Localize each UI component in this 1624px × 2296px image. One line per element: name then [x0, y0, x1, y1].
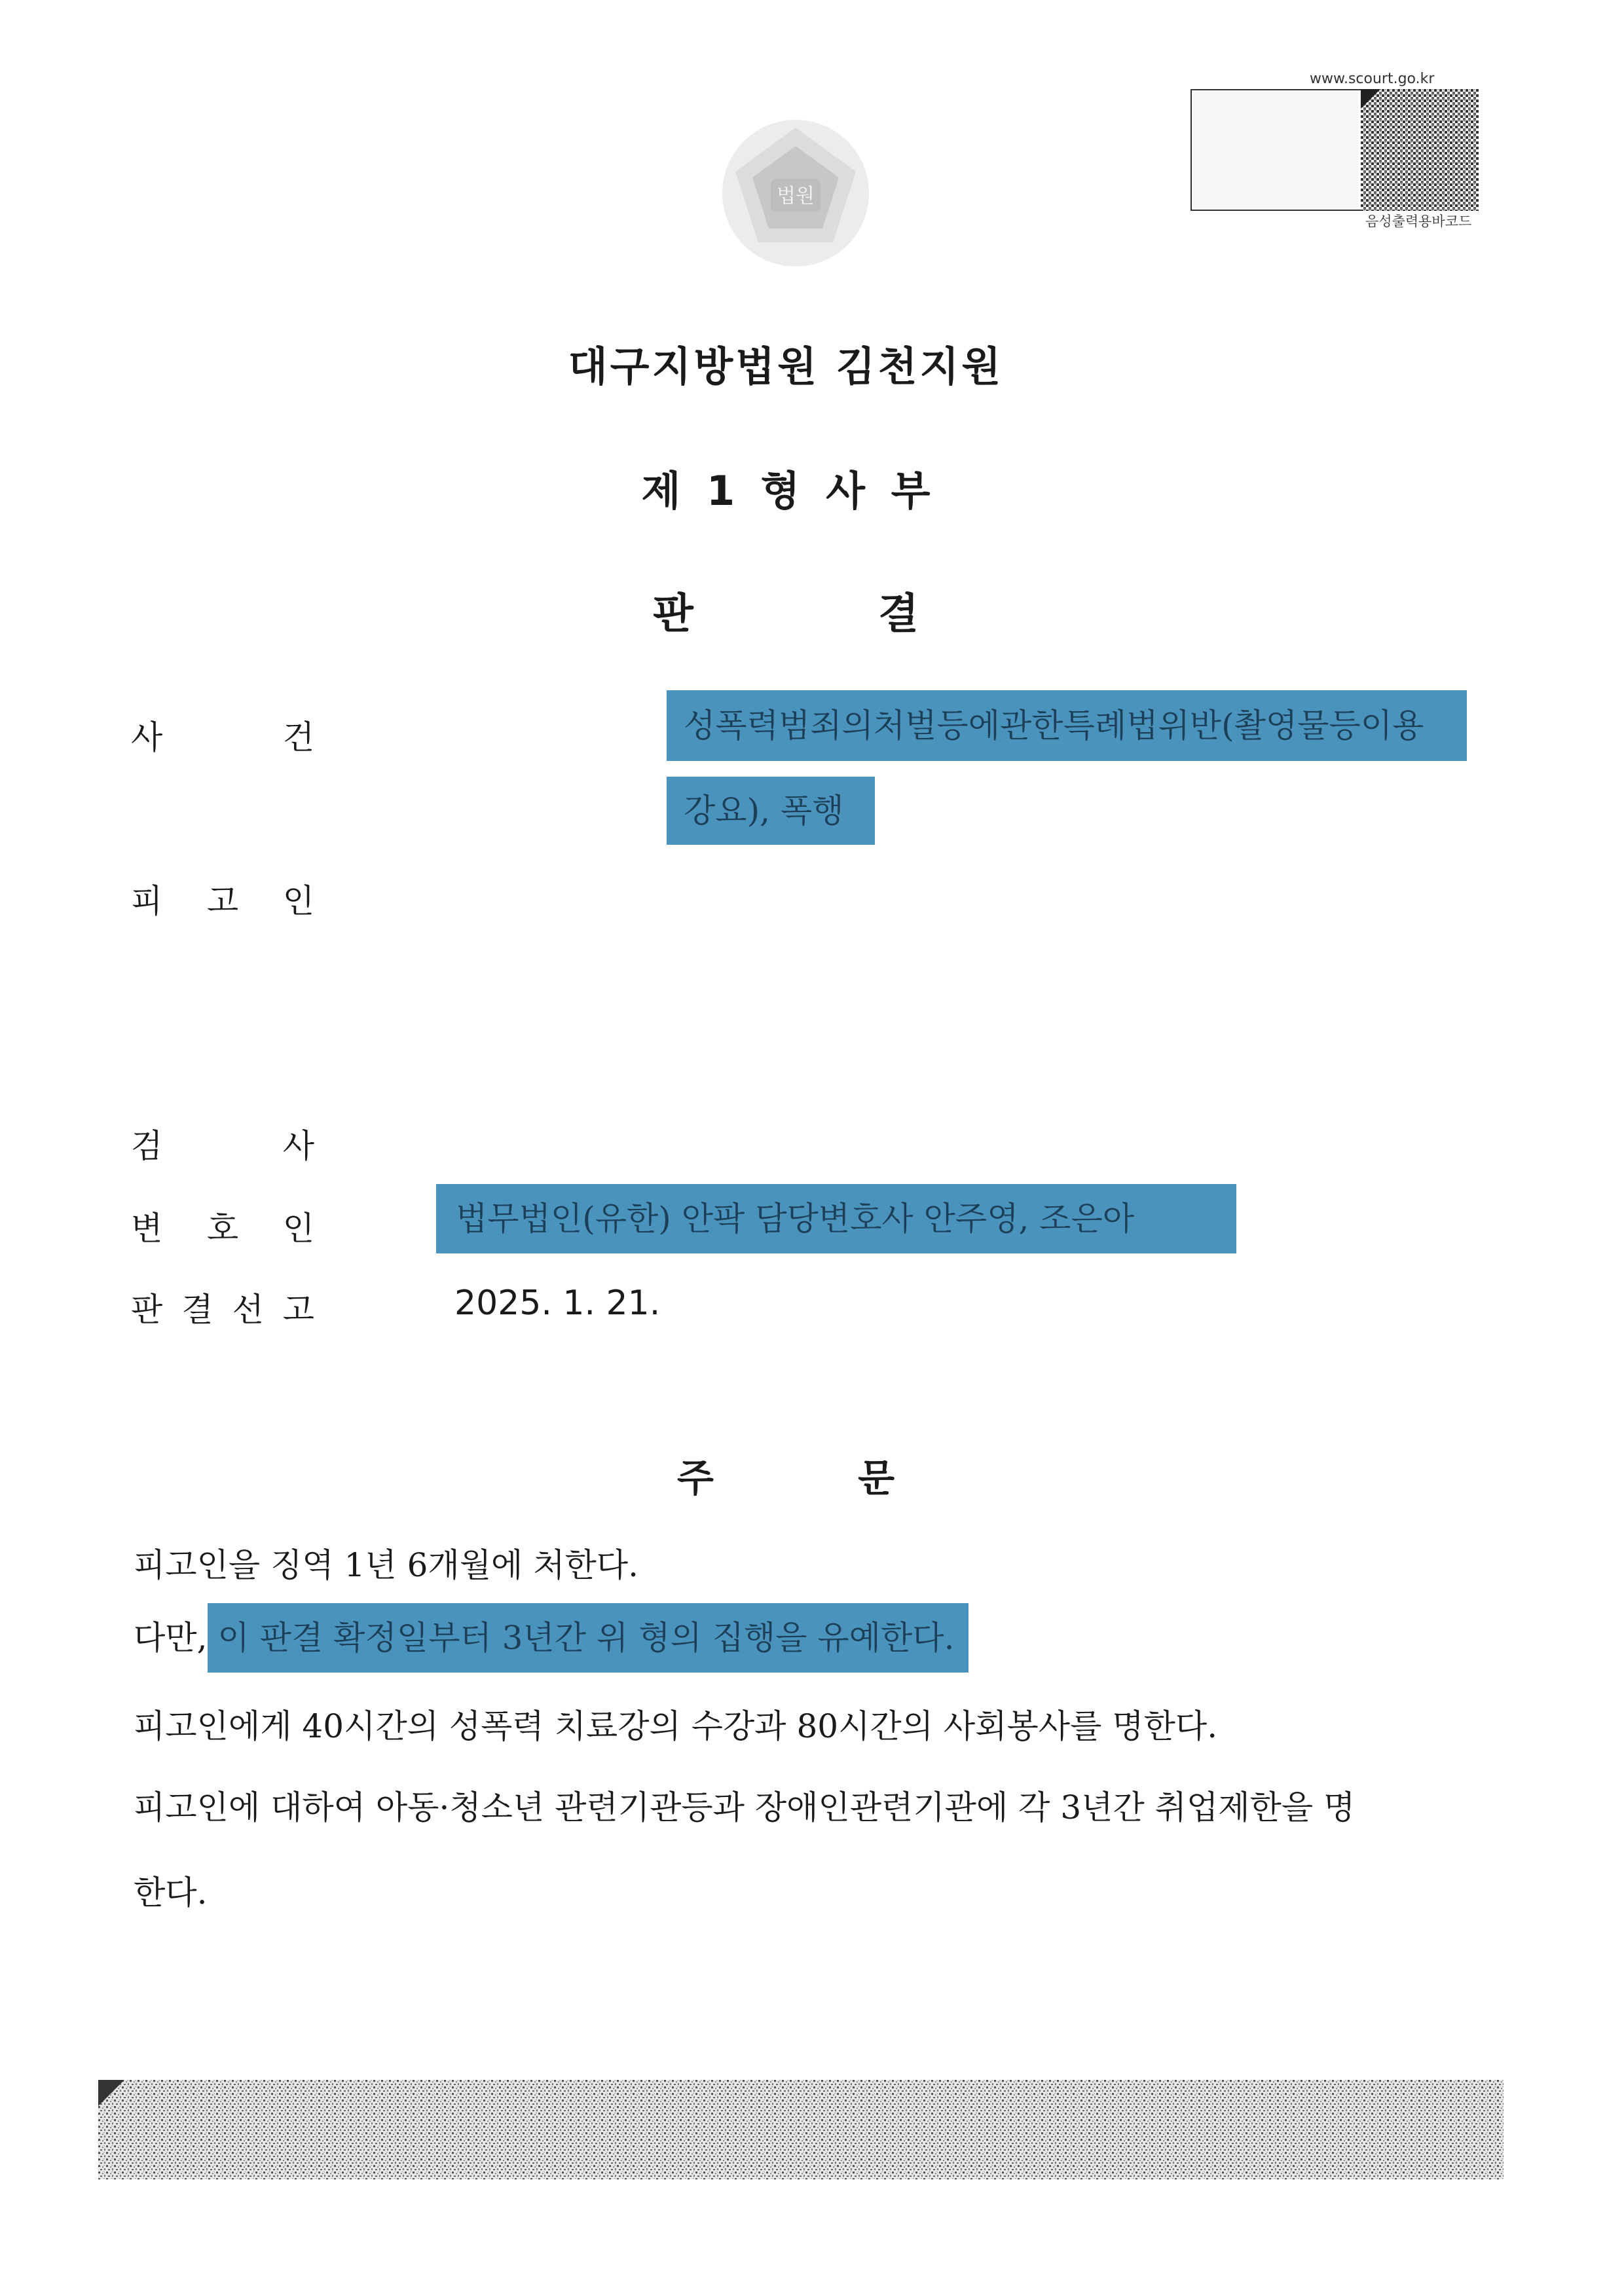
qr-caption: 음성출력용바코드 [1365, 213, 1472, 229]
case-label: 사 건 [131, 718, 314, 756]
division-title: 제 1 형 사 부 [641, 467, 931, 515]
emblem-text: 법원 [777, 185, 815, 208]
order-line-prefix: 다만, [134, 1619, 208, 1657]
order-line: 한다. [134, 1874, 208, 1912]
counsel-label: 변 호 인 [131, 1210, 314, 1248]
order-line: 피고인을 징역 1년 6개월에 처한다. [134, 1546, 638, 1584]
date-label: 판 결 선 고 [131, 1291, 314, 1329]
order-line-highlight: 이 판결 확정일부터 3년간 위 형의 집행을 유예한다. [208, 1603, 969, 1673]
case-value-line2: 강요), 폭행 [667, 777, 875, 845]
order-line: 피고인에게 40시간의 성폭력 치료강의 수강과 80시간의 사회봉사를 명한다. [134, 1707, 1218, 1745]
court-emblem-icon [710, 108, 881, 278]
date-value: 2025. 1. 21. [454, 1284, 661, 1323]
footer-barcode-icon [98, 2080, 1504, 2179]
counsel-value: 법무법인(유한) 안팍 담당변호사 안주영, 조은아 [436, 1184, 1236, 1253]
order-title: 주 문 [676, 1456, 895, 1500]
order-line [134, 1603, 969, 1673]
scourt-url: www.scourt.go.kr [1310, 71, 1435, 87]
judgment-title: 판 결 [653, 590, 919, 639]
defendant-label: 피 고 인 [131, 882, 314, 920]
order-line: 피고인에 대하여 아동·청소년 관련기관등과 장애인관련기관에 각 3년간 취업제한을 명 [134, 1788, 1356, 1826]
verification-stamp [1193, 92, 1358, 208]
case-value-line1: 성폭력범죄의처벌등에관한특례법위반(촬영물등이용 [667, 690, 1467, 761]
qr-code-icon [1361, 89, 1479, 211]
prosecutor-label: 검 사 [131, 1127, 314, 1165]
court-name: 대구지방법원 김천지원 [568, 343, 1004, 390]
